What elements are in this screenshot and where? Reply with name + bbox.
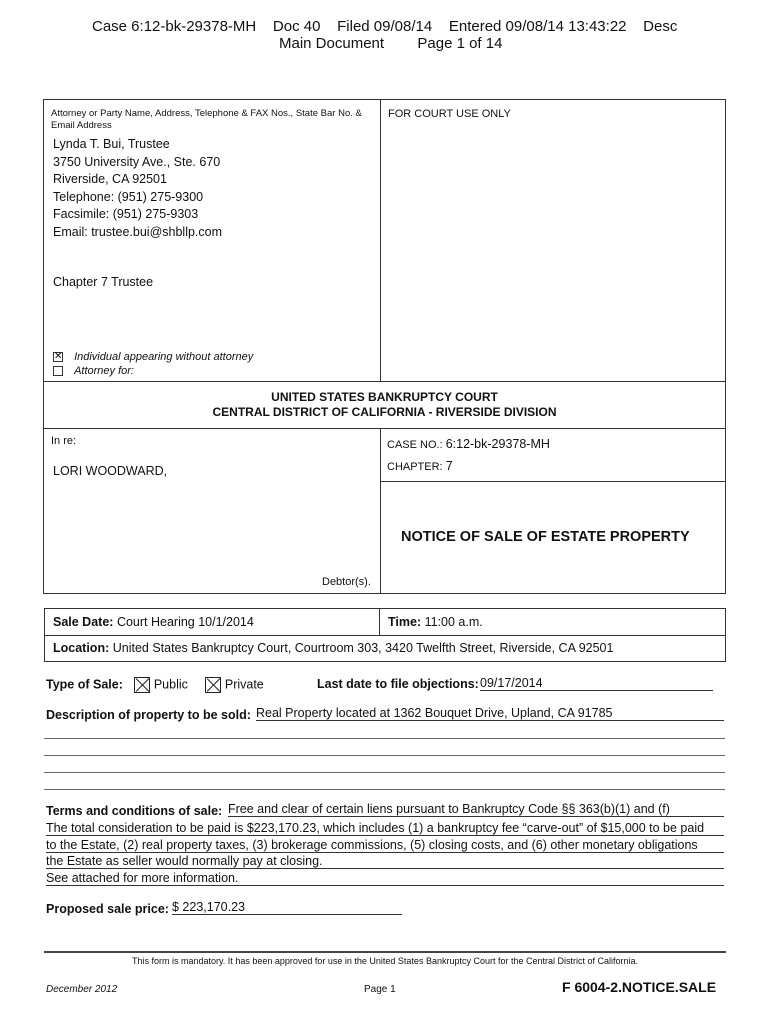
footer-date: December 2012 — [46, 984, 118, 995]
in-re-label: In re: — [51, 435, 77, 447]
chapter-value: 7 — [445, 459, 453, 473]
terms-line[interactable]: See attached for more information. — [46, 871, 724, 886]
sale-date-label: Sale Date: — [53, 615, 114, 629]
case-header-line2: Main Document Page 1 of 14 — [279, 35, 503, 52]
price-label-wrap — [46, 902, 169, 916]
location-row — [53, 641, 613, 655]
footer-notice: This form is mandatory. It has been approved for use in the United States Bankruptcy Court for the Central District of California. — [131, 956, 639, 966]
terms-line[interactable]: the Estate as seller would normally pay at closing. — [46, 854, 724, 869]
price-value[interactable]: $ 223,170.23 — [172, 900, 402, 915]
divider — [380, 99, 381, 381]
address-line: Email: trustee.bui@shbllp.com — [53, 224, 223, 239]
type-of-sale-label: Type of Sale: — [46, 677, 123, 692]
sale-time-row — [388, 615, 483, 629]
option-attorney-label: Attorney for: — [74, 365, 134, 377]
attorney-box-label: Attorney or Party Name, Address, Telephone & FAX Nos., State Bar No. & Email Address — [51, 108, 362, 131]
objections-label: Last date to file objections: — [317, 677, 479, 691]
divider — [380, 428, 381, 594]
terms-line[interactable]: to the Estate, (2) real property taxes, (3) brokerage commissions, (5) closing costs, and (6) other monetary obligations — [46, 838, 724, 853]
private-label: Private — [224, 677, 264, 692]
address-line: Facsimile: (951) 275-9303 — [53, 207, 199, 221]
description-label: Description of property to be sold: — [46, 708, 251, 722]
checkbox-attorney-icon[interactable] — [53, 366, 63, 376]
sale-date-row — [53, 615, 254, 629]
address-line: 3750 University Ave., Ste. 670 — [53, 154, 221, 169]
case-header-line1: Case 6:12-bk-29378-MH Doc 40 Filed 09/08/14 Entered 09/08/14 13:43:22 Desc — [92, 18, 678, 35]
chapter-label: CHAPTER: — [387, 461, 443, 473]
terms-label-wrap — [46, 804, 222, 818]
divider — [380, 481, 726, 482]
description-value[interactable]: Real Property located at 1362 Bouquet Drive, Upland, CA 91785 — [256, 706, 724, 721]
blank-line — [44, 755, 725, 756]
description-label-wrap — [46, 708, 251, 722]
public-label: Public — [153, 677, 188, 692]
type-of-sale-row — [46, 677, 264, 693]
attorney-role: Chapter 7 Trustee — [53, 275, 154, 289]
divider — [379, 608, 380, 635]
objections-row — [317, 677, 479, 691]
sale-date-value: Court Hearing 10/1/2014 — [116, 615, 254, 629]
blank-line — [44, 738, 725, 739]
address-line: Telephone: (951) 275-9300 — [53, 189, 204, 204]
address-line: Lynda T. Bui, Trustee — [53, 137, 170, 151]
divider — [44, 635, 726, 636]
price-label: Proposed sale price: — [46, 902, 169, 916]
objections-date[interactable]: 09/17/2014 — [480, 676, 713, 691]
blank-line — [44, 772, 725, 773]
checkbox-individual-icon[interactable]: ✕ — [54, 351, 63, 363]
case-no-row — [387, 437, 550, 451]
terms-line[interactable]: Free and clear of certain liens pursuant to Bankruptcy Code §§ 363(b)(1) and (f) — [228, 802, 724, 817]
notice-title: NOTICE OF SALE OF ESTATE PROPERTY — [401, 529, 690, 545]
sale-time-label: Time: — [388, 615, 422, 629]
sale-time-value: 11:00 a.m. — [424, 615, 483, 629]
court-name-line2: CENTRAL DISTRICT OF CALIFORNIA - RIVERSIDE DIVISION — [212, 405, 557, 419]
address-line: Riverside, CA 92501 — [53, 172, 167, 186]
footer-page: Page 1 — [364, 984, 396, 995]
chapter-row — [387, 459, 453, 473]
divider — [43, 428, 726, 429]
option-individual — [53, 351, 253, 363]
court-use-label: FOR COURT USE ONLY — [388, 108, 511, 120]
debtor-label: Debtor(s). — [322, 576, 371, 588]
option-individual-label: Individual appearing without attorney — [74, 351, 254, 363]
location-label: Location: — [53, 641, 110, 655]
debtor-name: LORI WOODWARD, — [53, 464, 168, 478]
option-attorney — [53, 365, 134, 377]
terms-line[interactable]: The total consideration to be paid is $223,170.23, which includes (1) a bankruptcy fee “carve-out” of $15,000 to be paid — [46, 821, 724, 836]
blank-line — [44, 789, 725, 790]
terms-label: Terms and conditions of sale: — [46, 804, 223, 818]
footer-rule — [44, 951, 726, 953]
case-no-value: 6:12-bk-29378-MH — [445, 437, 550, 451]
checkbox-private-icon[interactable] — [205, 677, 221, 693]
location-value: United States Bankruptcy Court, Courtroom 303, 3420 Twelfth Street, Riverside, CA 92501 — [112, 641, 614, 655]
checkbox-public-icon[interactable] — [134, 677, 150, 693]
attorney-address — [53, 136, 222, 241]
divider — [43, 381, 726, 382]
case-no-label: CASE NO.: — [387, 439, 443, 451]
court-name-line1: UNITED STATES BANKRUPTCY COURT — [271, 390, 498, 404]
footer-form-id: F 6004-2.NOTICE.SALE — [562, 979, 717, 995]
